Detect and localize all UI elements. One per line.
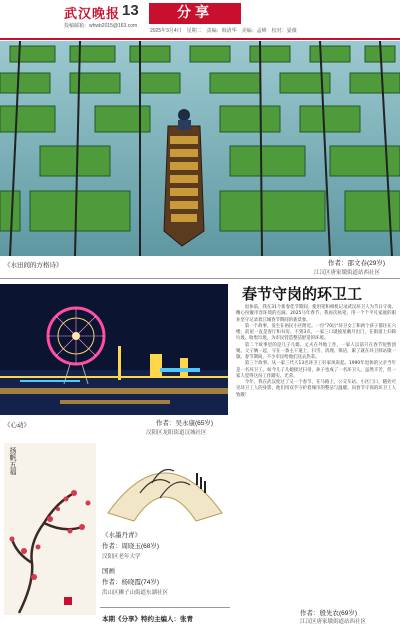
rice-paddy-illustration — [0, 41, 400, 256]
painting-title: 国画 — [102, 568, 115, 575]
photo2-location: 汉阳区龙阳街道汉城社区 — [146, 430, 207, 436]
fan-painting-illustration — [100, 443, 230, 527]
divider — [0, 278, 400, 279]
photo3-location: 汉阳区老年大学 — [102, 554, 141, 560]
article-paragraph: 今年，我在武汉度过了又一个春节，在马路上、公交车站、小区门口，随处可见环卫工人的身影，他们用双手守护着城市的整洁与温暖。向春节守岗的环卫工人致敬！ — [236, 380, 396, 398]
article-paragraph: 第三个故事，从一家三代人13名环卫工好家风说起。1990年退休的父亲当年是一名环卫工，如今儿子儿媳接过扫帚，孙子也成了一名环卫人。虽然辛苦，但一家人觉得这份工作踏实、光荣。 — [236, 361, 396, 379]
painting-fan — [100, 443, 230, 527]
painting-vertical-title: 扬帆五福 — [9, 447, 17, 475]
section-banner — [149, 3, 241, 24]
photo1-location: 江汉区唐家墩街道站西社区 — [314, 270, 381, 276]
article-location: 江汉区唐家墩街道站西社区 — [300, 619, 367, 625]
submission-email: 投稿邮箱：whwb2015@163.com — [64, 23, 138, 29]
photo1-caption: 《水田间的方格诗》 — [4, 262, 63, 269]
footer-note: 本期《分享》特约主编人：张青 — [102, 616, 193, 623]
photo-ferris-wheel — [0, 284, 228, 415]
article-paragraph: 退休前，我在31个新春佳节期间，使用笔和相机记录武汉环卫人为节日守岗、精心扮靓市容环境的点滴。2025马年春节，我再次执笔，用一个个平凡家庭的职业坚守记录着江城春节期间的新景象。 — [236, 305, 396, 323]
article-author: 作者：殷先农(69岁) — [300, 610, 358, 617]
ferris-wheel-illustration — [0, 284, 228, 415]
article-body — [236, 305, 396, 399]
article-title: 春节守岗的环卫工 — [242, 285, 363, 303]
footer-divider — [100, 607, 230, 608]
photo3-caption: 《水墨丹青》 — [102, 532, 141, 539]
photo-rice-paddies — [0, 41, 400, 256]
newspaper-logo: 武汉晚报 — [64, 7, 121, 22]
photo1-author: 作者：邵文春(29岁) — [328, 260, 386, 267]
photo2-author: 作者：吴永康(65岁) — [156, 420, 214, 427]
painting-location: 洪山区狮子山街道东湖社区 — [102, 590, 169, 596]
photo2-caption: 《心动》 — [4, 422, 30, 429]
issue-meta: 2025年3月4日 星期二 责编：韩清华 美编：孟峰 校对：晏薇 — [150, 28, 297, 34]
article-paragraph: 第二个故事里的是儿子儿媳。丈夫在外地工作，一家人以前只在春节短暂团聚。父子俩一起，守在一条主干道上，扫雪、清理、保洁，累了就在环卫驿站歇一歇。春节期间，不少市民给他们送去热茶。 — [236, 342, 396, 360]
page-header — [0, 0, 400, 40]
section-title: 分享 — [177, 5, 213, 21]
painting-author: 作者：杨晓霞(74岁) — [102, 579, 160, 586]
page-number: 13 — [122, 2, 139, 19]
photo3-author: 作者：周晓玉(68岁) — [102, 543, 160, 550]
article-paragraph: 第一个故事，发生在裕民小区附近。一位"70后"环卫女工和两个孩子都住在六楼，前屋一直是客厅和书房。不到3点，一家三口就披星戴月出门，在街道上扫除垃圾、收集垃圾，为市民营造整洁舒适的环境。 — [236, 323, 396, 342]
